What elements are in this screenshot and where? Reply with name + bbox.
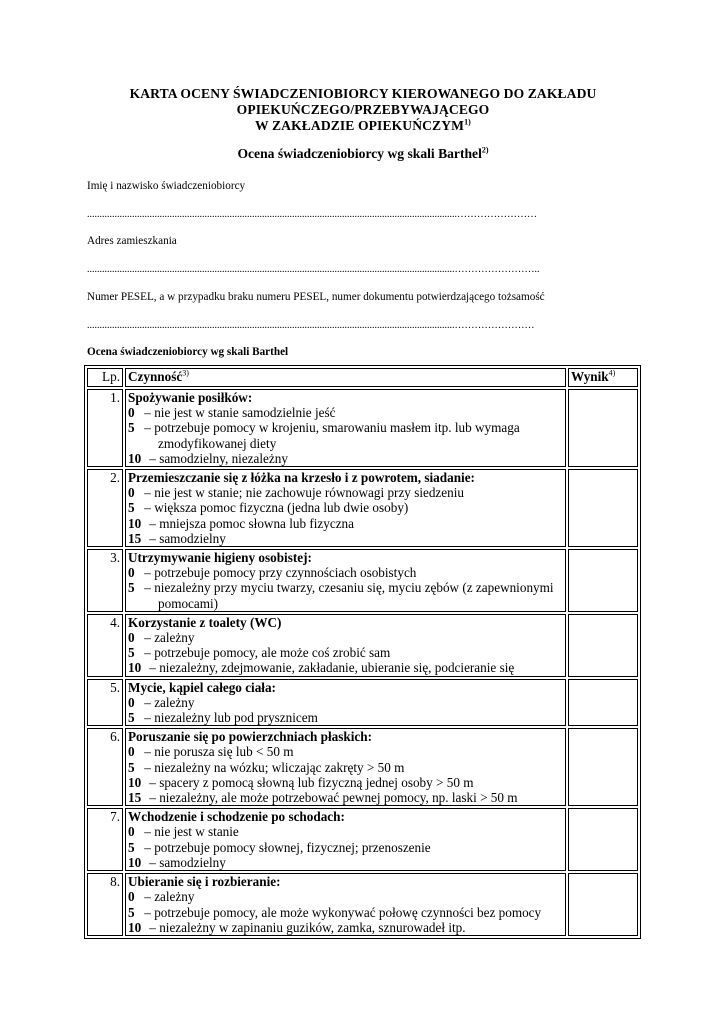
activity-footnote: 3)	[182, 368, 189, 378]
name-field-line[interactable]: ....................................................................................................................................................……………………	[87, 209, 537, 220]
score-description: – potrzebuje pomocy, ale może wykonywać połowę czynności bez pomocy	[144, 904, 542, 920]
score-option	[128, 660, 563, 675]
result-cell[interactable]	[568, 728, 638, 806]
table-row	[87, 549, 638, 612]
score-description: – niezależny, zdejmowanie, zakładanie, ubieranie się, podcieranie się	[149, 660, 515, 676]
score-value: 0	[128, 694, 135, 710]
score-value: 10	[128, 919, 142, 935]
table-header-row	[87, 368, 638, 387]
table-body	[87, 389, 638, 936]
score-description: – niezależny przy myciu twarzy, czesaniu się, myciu zębów (z zapewnionymi pomocami)	[144, 580, 554, 611]
pesel-field-label: Numer PESEL, a w przypadku braku numeru PESEL, numer dokumentu potwierdzającego tożsamość	[87, 291, 545, 303]
row-number: 7.	[87, 808, 123, 871]
result-cell[interactable]	[568, 389, 638, 467]
score-description: – samodzielny	[149, 530, 226, 546]
score-option	[128, 760, 563, 775]
table-row	[87, 808, 638, 871]
document-subtitle	[90, 146, 636, 162]
score-value: 0	[128, 405, 135, 421]
address-field-label: Adres zamieszkania	[87, 235, 177, 247]
score-value: 0	[128, 824, 135, 840]
activity-title: Mycie, kąpiel całego ciała:	[128, 679, 276, 695]
activity-title: Przemieszczanie się z łóżka na krzesło i z powrotem, siadanie:	[128, 470, 475, 486]
column-header-activity: Czynność$^{3)}$	[125, 368, 566, 387]
title-footnote: 1)	[464, 117, 471, 127]
score-option	[128, 630, 563, 645]
score-value: 5	[128, 710, 135, 726]
result-cell[interactable]	[568, 808, 638, 871]
score-value: 10	[128, 515, 142, 531]
score-option	[128, 485, 563, 500]
score-option	[128, 420, 563, 450]
table-row	[87, 614, 638, 677]
result-footnote: 4)	[608, 368, 616, 378]
score-description: – potrzebuje pomocy słownej, fizycznej; przenoszenie	[144, 839, 431, 855]
title-line-2: OPIEKUŃCZEGO/PRZEBYWAJĄCEGO	[236, 102, 490, 117]
row-number: 6.	[87, 728, 123, 806]
score-value: 5	[128, 904, 135, 920]
pesel-field-line[interactable]: ...................................................................................................................................................……………………	[87, 320, 535, 331]
score-option	[128, 500, 563, 515]
section-heading: Ocena świadczeniobiorcy wg skali Barthel	[87, 346, 289, 358]
activity-title: Utrzymywanie higieny osobistej:	[128, 550, 312, 566]
row-number: 1.	[87, 389, 123, 467]
activity-title: Korzystanie z toalety (WC)	[128, 614, 282, 630]
row-number: 3.	[87, 549, 123, 612]
row-number: 5.	[87, 679, 123, 727]
title-line-3-text: W ZAKŁADZIE OPIEKUŃCZYM	[255, 118, 465, 133]
score-description: – spacery z pomocą słowną lub fizyczną jednej osoby > 50 m	[149, 774, 474, 790]
score-option	[128, 580, 563, 610]
row-number: 4.	[87, 614, 123, 677]
activity-cell	[125, 469, 566, 547]
score-option	[128, 405, 563, 420]
table-row	[87, 389, 638, 467]
score-value: 5	[128, 420, 135, 436]
result-cell[interactable]	[568, 873, 638, 936]
score-value: 5	[128, 580, 135, 596]
score-value: 5	[128, 759, 135, 775]
score-description: – mniejsza pomoc słowna lub fizyczna	[149, 515, 355, 531]
score-option	[128, 889, 563, 904]
score-option	[128, 516, 563, 531]
table-row	[87, 679, 638, 727]
score-option	[128, 531, 563, 546]
score-option	[128, 855, 563, 870]
score-value: 5	[128, 839, 135, 855]
score-option	[128, 824, 563, 839]
row-number: 2.	[87, 469, 123, 547]
score-description: – potrzebuje pomocy przy czynnościach osobistych	[144, 565, 417, 581]
result-cell[interactable]	[568, 469, 638, 547]
score-value: 0	[128, 630, 135, 646]
column-header-result: Wynik$^{4)}$	[568, 368, 638, 387]
score-value: 5	[128, 500, 135, 516]
activity-cell	[125, 728, 566, 806]
score-value: 0	[128, 889, 135, 905]
document-title	[90, 86, 636, 134]
score-value: 15	[128, 530, 142, 546]
activity-cell	[125, 614, 566, 677]
activity-title: Ubieranie się i rozbieranie:	[128, 874, 281, 890]
table-row	[87, 469, 638, 547]
score-option	[128, 744, 563, 759]
score-option	[128, 695, 563, 710]
score-value: 10	[128, 660, 142, 676]
score-description: – niezależny na wózku; wliczając zakręty > 50 m	[144, 759, 405, 775]
score-option	[128, 905, 563, 920]
score-option	[128, 790, 563, 805]
activity-cell	[125, 808, 566, 871]
score-description: – samodzielny	[149, 854, 226, 870]
row-number: 8.	[87, 873, 123, 936]
activity-cell	[125, 679, 566, 727]
score-description: – nie jest w stanie samodzielnie jeść	[144, 405, 336, 421]
score-description: – nie jest w stanie; nie zachowuje równowagi przy siedzeniu	[144, 485, 464, 501]
subtitle-text: Ocena świadczeniobiorcy wg skali Barthel	[237, 146, 482, 161]
name-field-label: Imię i nazwisko świadczeniobiorcy	[87, 180, 246, 192]
score-description: – większa pomoc fizyczna (jedna lub dwie osoby)	[144, 500, 409, 516]
address-field-line[interactable]: ...................................................................................................................................................……………………..	[87, 264, 540, 275]
score-value: 10	[128, 450, 142, 466]
score-value: 10	[128, 854, 142, 870]
score-description: – niezależny, ale może potrzebować pewnej pomocy, np. laski > 50 m	[149, 790, 518, 806]
score-value: 10	[128, 774, 142, 790]
table-row	[87, 873, 638, 936]
result-cell[interactable]	[568, 679, 638, 727]
activity-title: Spożywanie posiłków:	[128, 390, 253, 405]
title-line-3	[90, 118, 636, 134]
score-option	[128, 451, 563, 466]
result-cell[interactable]	[568, 549, 638, 612]
score-description: – samodzielny, niezależny	[149, 450, 288, 466]
score-option	[128, 710, 563, 725]
subtitle-footnote: 2)	[481, 145, 489, 155]
activity-cell	[125, 873, 566, 936]
score-description: – potrzebuje pomocy, ale może coś zrobić sam	[144, 645, 391, 661]
score-option	[128, 645, 563, 660]
score-description: – zależny	[144, 630, 195, 646]
score-value: 0	[128, 565, 135, 581]
score-option	[128, 840, 563, 855]
score-option	[128, 565, 563, 580]
score-value: 15	[128, 790, 142, 806]
activity-cell	[125, 389, 566, 467]
barthel-table	[84, 365, 641, 939]
score-description: – nie jest w stanie	[144, 824, 239, 840]
score-value: 0	[128, 485, 135, 501]
activity-cell	[125, 549, 566, 612]
score-description: – zależny	[144, 694, 195, 710]
score-value: 0	[128, 744, 135, 760]
activity-title: Wchodzenie i schodzenie po schodach:	[128, 809, 345, 825]
title-line-1: KARTA OCENY ŚWIADCZENIOBIORCY KIEROWANEGO DO ZAKŁADU	[129, 86, 597, 101]
score-description: – nie porusza się lub < 50 m	[144, 744, 294, 760]
score-option	[128, 775, 563, 790]
score-description: – niezależny lub pod prysznicem	[144, 710, 318, 726]
score-description: – niezależny w zapinaniu guzików, zamka, sznurowadeł itp.	[149, 919, 466, 935]
score-description: – zależny	[144, 889, 195, 905]
table-row	[87, 728, 638, 806]
activity-title: Poruszanie się po powierzchniach płaskich:	[128, 729, 372, 745]
score-description: – potrzebuje pomocy w krojeniu, smarowaniu masłem itp. lub wymaga zmodyfikowanej diety	[144, 420, 520, 451]
result-cell[interactable]	[568, 614, 638, 677]
score-value: 5	[128, 645, 135, 661]
score-option	[128, 920, 563, 935]
column-header-lp: Lp.	[87, 368, 123, 387]
